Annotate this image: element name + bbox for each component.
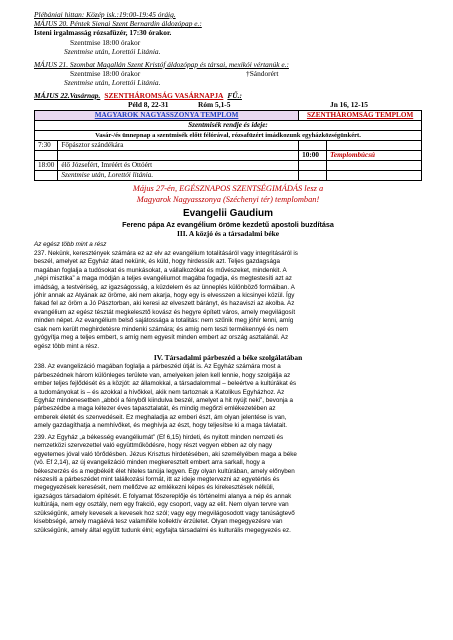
paragraph-line: párbeszédbe a maga kétezer éves tapasztalatát, és mindig megőrzi emlékezetében az (34, 405, 276, 413)
may20-heading: MÁJUS 20. Péntek Sienai Szent Bernardin áldozópap e.: (34, 19, 202, 29)
mass-schedule-table (34, 110, 422, 181)
paragraph-line: gyógyítja meg a teljes embert, s amíg nem egyesít minden embert az ország asztalánál. Az (34, 334, 289, 342)
row3-time: 18:00 (35, 161, 58, 171)
eg-title: Evangelii Gaudium (182, 208, 274, 220)
litany-may20: Szentmise után, Lorettói Litánia. (64, 46, 161, 56)
paragraph-line: egyetemes jóval való törődésben. Jézus Krisztus hirdetésében, aki személyében maga a béke (34, 450, 297, 458)
sunday-heading (34, 91, 422, 100)
eg-subtitle: Ferenc pápa Az evangélium öröme kezdetű apostoli buzdítása (122, 220, 334, 230)
schedule-notice: Vasár-/és ünnepnap a szentmisék előtt félórával, rózsafüzért imádkozunk egyházközségünkért. (35, 131, 422, 141)
paragraph-line: a tudományokat is – és azokkal a hívőkkel, akik nem tartoznak a Katolikus Egyházhoz. Az (34, 388, 285, 396)
readings-row (34, 100, 422, 109)
row1-text: Főpásztor szándékára (58, 141, 299, 151)
paragraph-line: emberek életét és szenvedéseit. Ez meghaladja az emberi észt, ám olyan jelentése is van, (34, 413, 287, 421)
paragraph-line: „népi misztika” a maga módján a teljes evangéliumot magába fogadja, és megtestesíti azt az (34, 275, 292, 283)
row4-text: Szentmise után, Lorettói litánia. (58, 171, 299, 181)
paragraph-line: nemzetközi szervezettel való együttműködésre, hogy részt vegyen ebben az oly nagy (34, 442, 273, 450)
paragraph-238 (34, 363, 422, 431)
paragraph-line: igazságos társadalom építését. E folyamat főszereplője és történelmi alanya a nép és annak (34, 492, 292, 500)
paragraph-line: beszél, amelyet az Egyház átad nekünk, és küld, hogy hirdessük azt. Teljes gazdagsága (34, 258, 280, 266)
sunday-rank: FŰ.: (227, 90, 242, 100)
mass-time-may21-label: Szentmise 18:00 órakor (70, 69, 141, 79)
paragraph-line: megegyezések keresését, nem mellőzve az emlékezni képes és kirekesztések nélküli, (34, 484, 275, 492)
paragraph-line: párbeszédnek három különleges területe van, amelyeken jelen kell lennie, hogy szolgálja az (34, 371, 291, 379)
right-church-header: SZENTHÁROMSÁG TEMPLOM (299, 111, 422, 121)
section-iv-title: IV. Társadalmi párbeszéd a béke szolgálatában (153, 353, 303, 363)
paragraph-line: békeszerzés és a megbékélt élet hiteles tanúja legyen. Egy olyan kultúrában, amely előnyben (34, 467, 295, 475)
row2-text: Templombúcsú (327, 151, 422, 161)
sunday-name: SZENTHÁROMSÁG VASÁRNAPJA (104, 90, 224, 100)
paragraph-line: kisebbségé, amely magáévá tesz valamiféle kollektív érzületet. Olyan megegyezésre van (34, 518, 283, 526)
row3-text: élő Józsefért, Imréért és Ottóért (58, 161, 299, 171)
row2-time: 10:00 (299, 151, 327, 161)
paragraph-239 (34, 434, 422, 535)
reading-1: Péld 8, 22-31 (128, 100, 169, 110)
paragraph-line: jóhír annak az Atyának az öröme, aki nem akarja, hogy egy is elvesszen a kicsinyei közül. Így (34, 291, 295, 299)
paragraph-line: 238. Az evangelizáció magában foglalja a párbeszéd útját is. Az Egyház számára most a (34, 363, 281, 371)
paragraph-line: evangélium az egész tésztát megkelesztő kovász és hegyre épített város, amely megvilágosít (34, 308, 296, 316)
paragraph-line: egész több mint a rész. (34, 342, 100, 350)
paragraph-line: fakad fel az öröm a Jó Pásztorban, aki keresi az elveszett bárányt, és hazaviszi az akolba. Az (34, 300, 295, 308)
paragraph-line: csak nem került meghirdetésre mindenki számára; és amíg nem teszi termékennyé és nem (34, 325, 289, 333)
paragraph-line: részesíti a párbeszédet mint találkozási formát, itt az ideje megtervezni az egyetértés és (34, 476, 280, 484)
may21-heading: MÁJUS 21. Szombat Magallán Szent Kristóf áldozópap és társai, mexikói vértanúk e.: (34, 60, 289, 70)
rosary-line: Isteni irgalmasság rózsafüzér, 17:30 órakor. (34, 28, 172, 38)
paragraph-line: amely gazdagíthatja a nemhívőket, és meghívja az észt, hogy teljesítse ki a maga távlatait. (34, 422, 288, 430)
paragraph-line: ember teljes fejlődését és a közjót: az államokkal, a társadalommal – beleértve a kultúrákat és (34, 380, 297, 388)
paragraph-line: 239. Az Egyház „a békesség evangéliumát” (Ef 6,15) hirdeti, és nyitott minden nemzeti és (34, 433, 284, 441)
paragraph-line: magában foglalja a tudósokat és munkásokat, a vállalkozókat és művészeket, mindenkit. A (34, 266, 287, 274)
schedule-order-title: Szentmisék rendje és ideje: (35, 121, 422, 131)
paragraph-line: szükségünk, amely által együtt tudunk élni; egyfajta társadalmi és kulturális megegyezés ez. (34, 526, 291, 534)
paragraph-line: imádság, a testvériség, az igazságosság, a küzdelem és az ünneplés különböző formáiban. A (34, 283, 295, 291)
eg-italic-heading: Az egész több mint a rész (34, 241, 107, 249)
catechism-line: Plébániai hittan: Közép isk.:19:00-19:45 óráig. (34, 10, 176, 19)
paragraph-237 (34, 250, 422, 351)
mass-intention-may21: †Sándorért (246, 69, 279, 79)
paragraph-line: 237. Nekünk, keresztények számára ez az elv az evangélium totalitásáról vagy integritásáról is (34, 249, 298, 257)
row1-time: 7:30 (35, 141, 58, 151)
bulletin-page (34, 10, 422, 535)
paragraph-line: kultúrája, nem egy osztály, nem egy frakció, egy csoport, vagy az elit. Nem olyan tervre van (34, 501, 289, 509)
mass-time-may21 (34, 69, 422, 78)
paragraph-line: (vö. Ef 2,14), az új evangelizáció minden megkeresztelt embert arra sarkall, hogy a (34, 459, 265, 467)
left-church-header: MAGYAROK NAGYASSZONYA TEMPLOM (35, 111, 299, 121)
invite-line-1: Május 27-én, EGÉSZNAPOS SZENTSÉGIMÁDÁS lesz a (132, 184, 324, 194)
paragraph-line: Egyház mindenesetben „abból a fényből kiindulva beszél, amelyet a hit nyújt neki”, bevonja a (34, 396, 294, 404)
paragraph-line: szükségünk, amely kevesek a kevesek hoz szól; vagy egy megvilágosodott vagy tanúságtevő (34, 509, 295, 517)
invite-line-2: Magyarok Nagyasszonya (Széchenyi tér) templomban! (136, 194, 320, 204)
eg-section-title: III. A közjó és a társadalmi béke (176, 229, 280, 239)
reading-3: Jn 16, 12-15 (330, 100, 368, 110)
reading-2: Róm 5,1-5 (198, 100, 231, 110)
litany-may21: Szentmise után, Lorettói Litánia. (64, 78, 161, 88)
mass-time-may20: Szentmise 18:00 órakor (70, 37, 141, 47)
adoration-invite (34, 184, 422, 205)
paragraph-line: minden népet. Az evangélium belső sajátossága a totalitás: nem szűnik meg jóhír lenni, amíg (34, 317, 294, 325)
sunday-date: MÁJUS 22.Vasárnap. (34, 90, 101, 100)
